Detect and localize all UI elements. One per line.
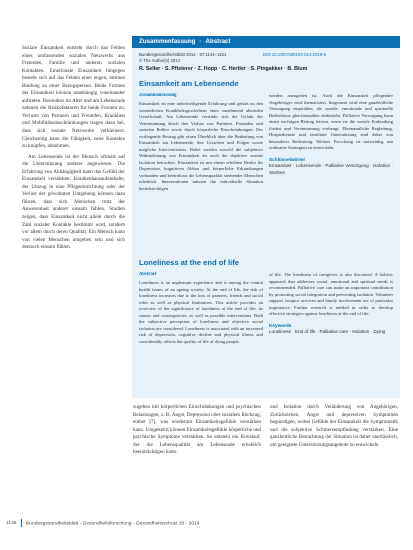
body-paragraph: Soziale Einsamkeit entsteht durch das Fehlen eines umfassenden sozialen Netzwerks aus Freunden, Familie und anderen sozialen Kontakten. Emotionale Einsamkeit hingegen bezieht sich auf das Fehlen einer engen, intimen Bindung zu einer Bezugsperson. Beide Formen der Einsamkeit können unabhängig voneinander auftreten. Besonders im Alter und am Lebensende nehmen die Risikofaktoren für beide Formen zu. Verluste von Partnern und Freunden, Krankheit und Mobilitätseinschränkungen tragen dazu bei, dass sich soziale Netzwerke verkleinern. Gleichzeitig kann die Fähigkeit, neue Kontakte zu knüpfen, abnehmen. xyxy=(22,45,125,150)
english-abstract-text: Loneliness is an unpleasant experience and is among the central health issues of an ageing society. At the end of life, the risk of loneliness increases due to the loss of partners, friends and social roles as well as physical limitations. This article provides an overview of the significance of loneliness at the end of life, its causes and consequences, as well as possible interventions. Both the subjective perception of loneliness and objective social isolation are considered. Loneliness is associated with an increased risk of depression, cognitive decline and physical illness and considerably affects the quality of life of dying people. xyxy=(139,280,263,344)
body-paragraph: zugehen mit körperlichen Einschränkungen und psychischen Belastungen, z. B. Angst, Depression oder sozialem Rückzug, einher [7], was wiederum Einsamkeitsgefühle verstärken kann. Umgekehrt können Einsamkeitsgefühle körperliche und psychische Symptome verstärken. So entsteht ein Kreislauf, der die Lebensqualität am Lebensende erheblich beeinträchtigen kann. xyxy=(133,404,261,456)
page-number: 1146 xyxy=(6,521,17,527)
english-subhead: Abstract xyxy=(139,272,157,277)
german-abstract-right xyxy=(269,93,393,243)
abstract-header xyxy=(132,36,400,48)
citation: Bundesgesundheitsblatt 2014 · 57:1144–1151 xyxy=(139,52,227,57)
journal-name: Bundesgesundheitsblatt - Gesundheitsforschung - Gesundheitsschutz 10 · 2014 xyxy=(26,521,200,527)
abstract-header-en: Abstract xyxy=(205,38,231,45)
english-keywords-text: Loneliness · End of life · Palliative care · Isolation · Dying xyxy=(269,329,386,334)
german-abstract-left xyxy=(139,93,263,253)
citation-meta xyxy=(139,52,397,64)
german-keywords-label: Schlüsselwörter xyxy=(269,156,306,162)
copyright-date: © The Author(s) 2014 xyxy=(139,58,181,63)
english-abstract-left xyxy=(139,272,263,396)
doi-link[interactable]: DOI 10.1007/s00103-014-2019-0 xyxy=(263,52,327,57)
body-paragraph: Am Lebensende ist der Mensch oftmals auf die Unterstützung anderer angewiesen. Die Erfahrung von Abhängigkeit kann das Gefühl der Einsamkeit verstärken. Krankenhausaufenthalte, der Umzug in eine Pflegeeinrichtung oder der Verlust der gewohnten Umgebung können dazu führen, dass sich Menschen trotz der Anwesenheit anderer einsam fühlen. Studien zeigen, dass Einsamkeit nicht allein durch die Zahl sozialer Kontakte bestimmt wird, sondern vor allem durch deren Qualität. Ein Mensch kann von vielen Menschen umgeben sein und sich dennoch einsam fühlen. xyxy=(22,153,125,251)
german-subhead: Zusammenfassung xyxy=(139,93,177,98)
english-keywords-label: Keywords xyxy=(269,322,292,328)
german-keywords-text: Einsamkeit · Lebensende · Palliative Versorgung · Isolation · Sterben xyxy=(269,163,393,175)
english-title: Loneliness at the end of life xyxy=(139,258,239,267)
abstract-header-de: Zusammenfassung xyxy=(139,38,196,45)
german-title: Einsamkeit am Lebensende xyxy=(139,79,239,88)
english-abstract-right xyxy=(269,272,393,396)
german-abstract-text-cont: werden anzugehen ist. Auch die Einsamkeit pflegender Angehöriger wird thematisiert. Insgesamt wird eine ganzheitliche Versorgung empfohlen, die soziale, emotionale und spirituelle Bedürfnisse gleichermaßen einbezieht. Palliative Versorgung kann einen wichtigen Beitrag leisten, wenn sie die soziale Einbindung fördert und Vereinsamung vorbeugt. Ehrenamtliche Begleitung, Hospizdienste und familiäre Unterstützung sind dabei von besonderer Bedeutung. Weitere Forschung ist notwendig, um wirksame Strategien zu entwickeln. xyxy=(269,93,393,150)
author-list: R. Seller · S. Pfisterer · Z. Hopp · C. Hertler · S. Ptngakker · B. Blum xyxy=(139,66,308,72)
footer-divider xyxy=(21,519,23,527)
german-abstract-text: Einsamkeit ist eine unbefriedigende Erfahrung und gehört zu den wesentlichen Krankheitsgeschehens einer zunehmend alternden Gesellschaft. Am Lebensende verstärkt sich die Gefahr der Vereinsamung durch den Verlust von Partnern, Freunden und sozialen Rollen sowie durch körperliche Einschränkungen. Der vorliegende Beitrag gibt einen Überblick über die Bedeutung von Einsamkeit am Lebensende, ihre Ursachen und Folgen sowie mögliche Interventionen. Dabei werden sowohl die subjektive Wahrnehmung von Einsamkeit als auch die objektive soziale Isolation betrachtet. Einsamkeit ist mit einem erhöhten Risiko für Depression, kognitiven Abbau und körperliche Erkrankungen verbunden und beeinflusst die Lebensqualität sterbender Menschen erheblich. Interventionen müssen die individuelle Situation berücksichtigen. xyxy=(139,101,263,191)
lower-right-column xyxy=(270,404,398,510)
header-separator: · xyxy=(199,38,202,45)
english-abstract-text-cont: of life. The loneliness of caregivers is also discussed. A holistic approach that addresses social, emotional and spiritual needs is recommended. Palliative care can make an important contribution by promoting social integration and preventing isolation. Volunteer support, hospice services and family involvement are of particular importance. Further research is needed in order to develop effective strategies against loneliness at the end of life. xyxy=(269,272,393,316)
body-paragraph: und Isolation durch Veränderung von Angehörigen, Zurückziehen, Angst und depressiven Symptomen begünstigen, wobei Gefühle der Einsamkeit die Symptomatik und die subjektive Schmerzempfindung verstärken. Eine ganzheitliche Betrachtung der Situation ist daher unerlässlich, um geeignete Unterstützungsangebote zu entwickeln. xyxy=(270,404,398,448)
abstract-box xyxy=(132,36,400,398)
lower-middle-column xyxy=(133,404,261,510)
german-keywords xyxy=(269,157,393,177)
left-body-column xyxy=(22,45,125,525)
page-footer xyxy=(6,519,406,529)
english-keywords xyxy=(269,323,393,336)
